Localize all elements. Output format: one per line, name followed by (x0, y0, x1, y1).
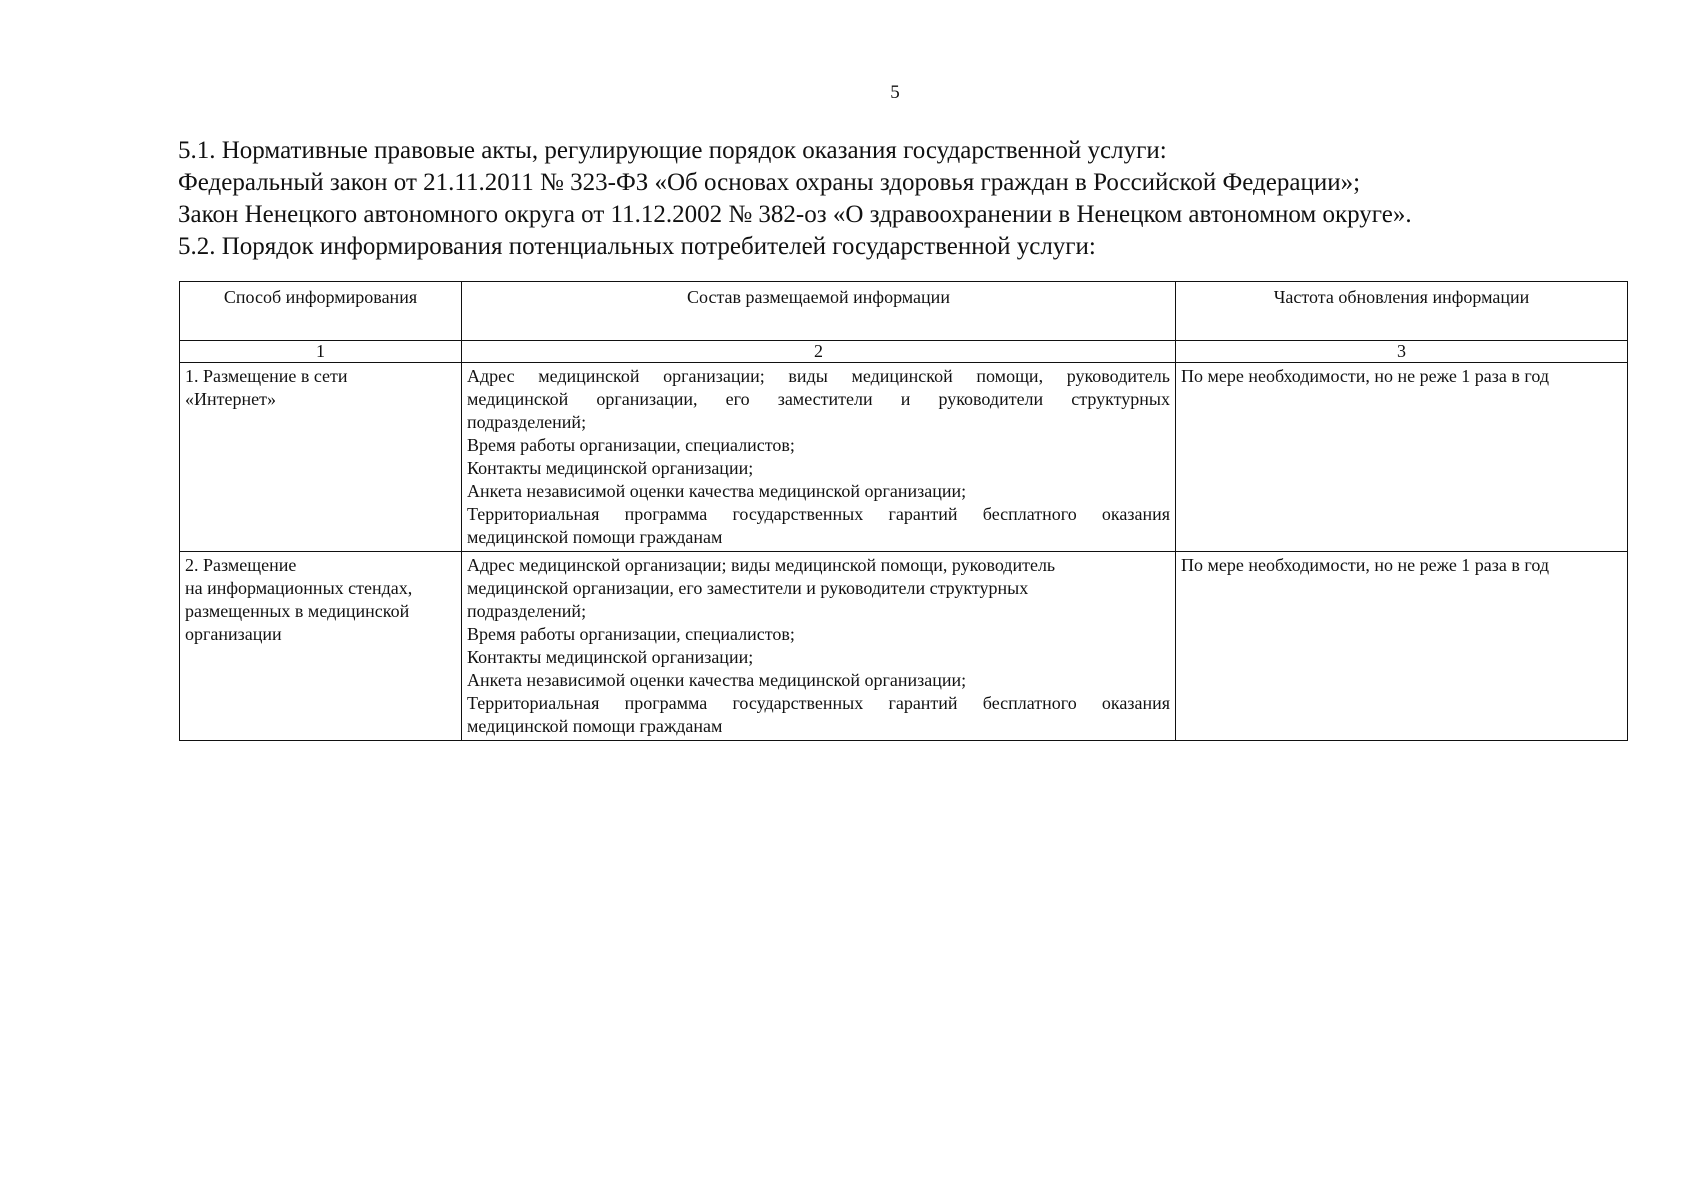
content-line: Время работы организации, специалистов; (467, 624, 795, 644)
content-line: Контакты медицинской организации; (467, 458, 754, 478)
column-number: 1 (180, 341, 462, 363)
method-line: на информационных стендах, (185, 578, 413, 598)
body-text (178, 135, 1638, 263)
content-line: Адрес медицинской организации; виды медицинской помощи, руководитель (467, 366, 1170, 386)
method-cell (180, 552, 462, 741)
column-number: 3 (1176, 341, 1628, 363)
page-number: 5 (890, 82, 900, 103)
content-line: Анкета независимой оценки качества медицинской организации; (467, 670, 967, 690)
information-table (179, 281, 1628, 741)
content-line: Территориальная программа государственных гарантий бесплатного оказания (467, 693, 1170, 713)
content-line: подразделений; (467, 601, 587, 621)
content-line: подразделений; (467, 412, 587, 432)
header-method: Способ информирования (180, 282, 462, 341)
content-line: медицинской помощи гражданам (467, 527, 723, 547)
table-row (180, 552, 1628, 741)
paragraph-regional-law: Закон Ненецкого автономного округа от 11.12.2002 № 382-оз «О здравоохранении в Ненецком автономном округе». (178, 201, 1412, 228)
content-line: медицинской помощи гражданам (467, 716, 723, 736)
method-line: «Интернет» (185, 389, 276, 409)
content-line: медицинской организации, его заместители и руководители структурных (467, 389, 1170, 409)
table-header-row (180, 282, 1628, 341)
paragraph-federal-law: Федеральный закон от 21.11.2011 № 323-ФЗ «Об основах охраны здоровья граждан в Российской Федерации»; (178, 169, 1361, 196)
paragraph-5-2: 5.2. Порядок информирования потенциальных потребителей государственной услуги: (178, 233, 1096, 260)
content-line: Адрес медицинской организации; виды медицинской помощи, руководитель (467, 555, 1056, 575)
paragraph-5-1: 5.1. Нормативные правовые акты, регулирующие порядок оказания государственной услуги: (178, 137, 1167, 164)
column-number: 2 (462, 341, 1176, 363)
content-line: Время работы организации, специалистов; (467, 435, 795, 455)
content-cell (462, 363, 1176, 552)
content-line: Контакты медицинской организации; (467, 647, 754, 667)
method-line: 2. Размещение (185, 555, 297, 575)
frequency-cell: По мере необходимости, но не реже 1 раза в год (1176, 552, 1628, 741)
method-line: организации (185, 624, 282, 644)
content-line: медицинской организации, его заместители и руководители структурных (467, 578, 1029, 598)
content-cell (462, 552, 1176, 741)
frequency-cell: По мере необходимости, но не реже 1 раза в год (1176, 363, 1628, 552)
method-line: 1. Размещение в сети (185, 366, 348, 386)
method-cell (180, 363, 462, 552)
header-content: Состав размещаемой информации (462, 282, 1176, 341)
column-number-row (180, 341, 1628, 363)
table-row (180, 363, 1628, 552)
header-frequency: Частота обновления информации (1176, 282, 1628, 341)
method-line: размещенных в медицинской (185, 601, 410, 621)
content-line: Анкета независимой оценки качества медицинской организации; (467, 481, 967, 501)
content-line: Территориальная программа государственных гарантий бесплатного оказания (467, 504, 1170, 524)
